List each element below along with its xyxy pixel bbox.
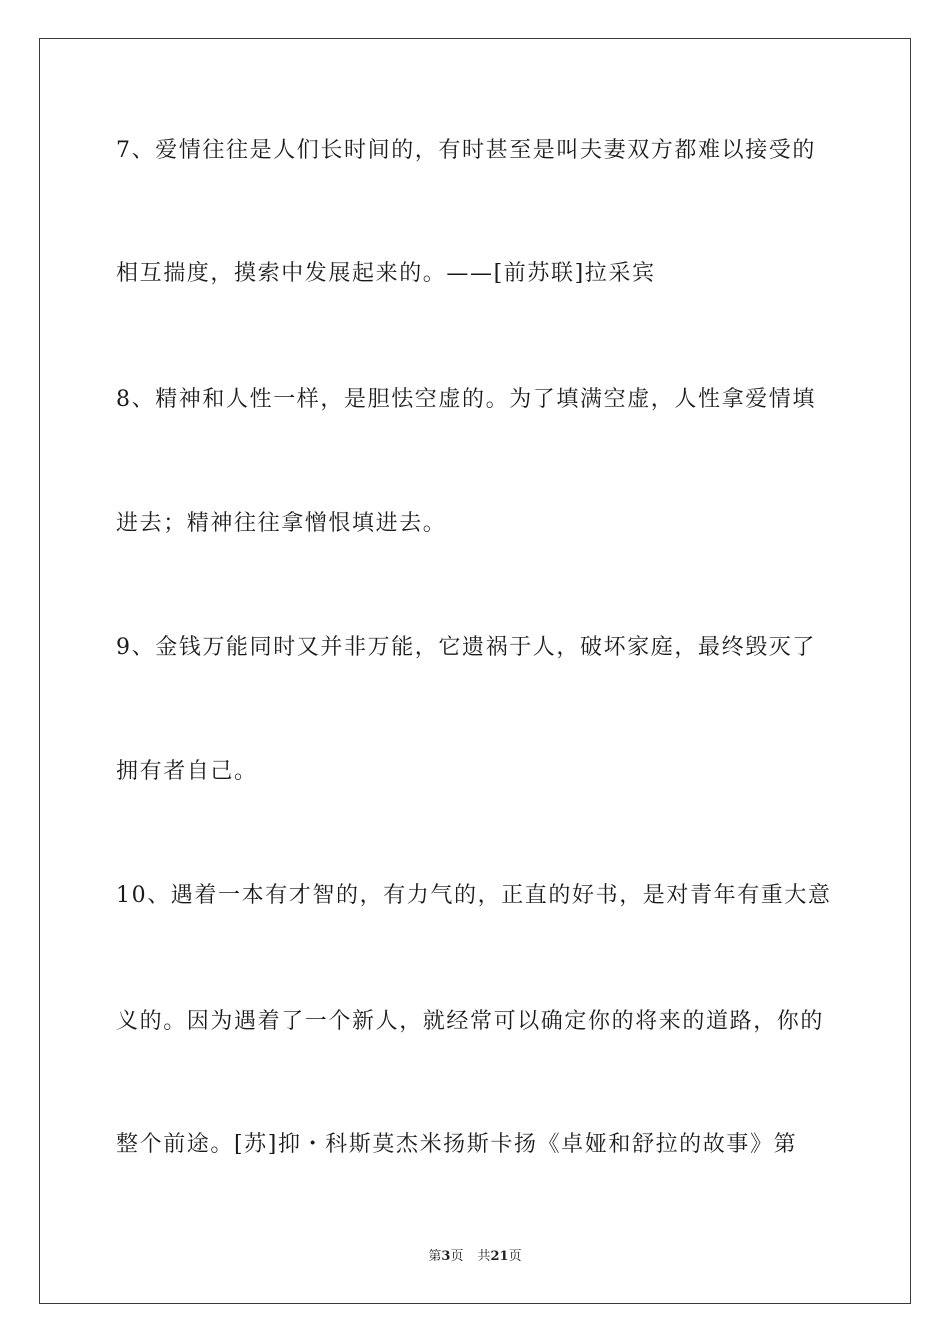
text-line-3: 8、精神和人性一样，是胆怯空虚的。为了填满空虚，人性拿爱情填 (116, 387, 816, 412)
text-line-5: 9、金钱万能同时又并非万能，它遗祸于人，破坏家庭，最终毁灭了 (116, 635, 816, 660)
total-label-suffix: 页 (508, 1249, 522, 1264)
total-pages-number: 21 (490, 1249, 509, 1264)
text-line-8: 义的。因为遇着了一个新人，就经常可以确定你的将来的道路，你的 (116, 1009, 825, 1034)
text-line-6: 拥有者自己。 (116, 759, 258, 784)
text-line-9: 整个前途。[苏]抑・科斯莫杰米扬斯卡扬《卓娅和舒拉的故事》第 (116, 1132, 798, 1157)
text-line-1: 7、爱情往往是人们长时间的，有时甚至是叫夫妻双方都难以接受的 (116, 138, 816, 163)
page-footer (0, 1248, 950, 1266)
page-label-suffix: 页 (450, 1249, 464, 1264)
text-line-2: 相互揣度，摸索中发展起来的。——[前苏联]拉采宾 (116, 261, 656, 286)
page-border (39, 38, 911, 1304)
total-label-prefix: 共 (477, 1249, 491, 1264)
text-line-7: 10、遇着一本有才智的，有力气的，正直的好书，是对青年有重大意 (116, 883, 832, 908)
page-label-prefix: 第 (428, 1249, 442, 1264)
current-page-number: 3 (441, 1249, 451, 1264)
text-line-4: 进去；精神往往拿憎恨填进去。 (116, 511, 447, 536)
